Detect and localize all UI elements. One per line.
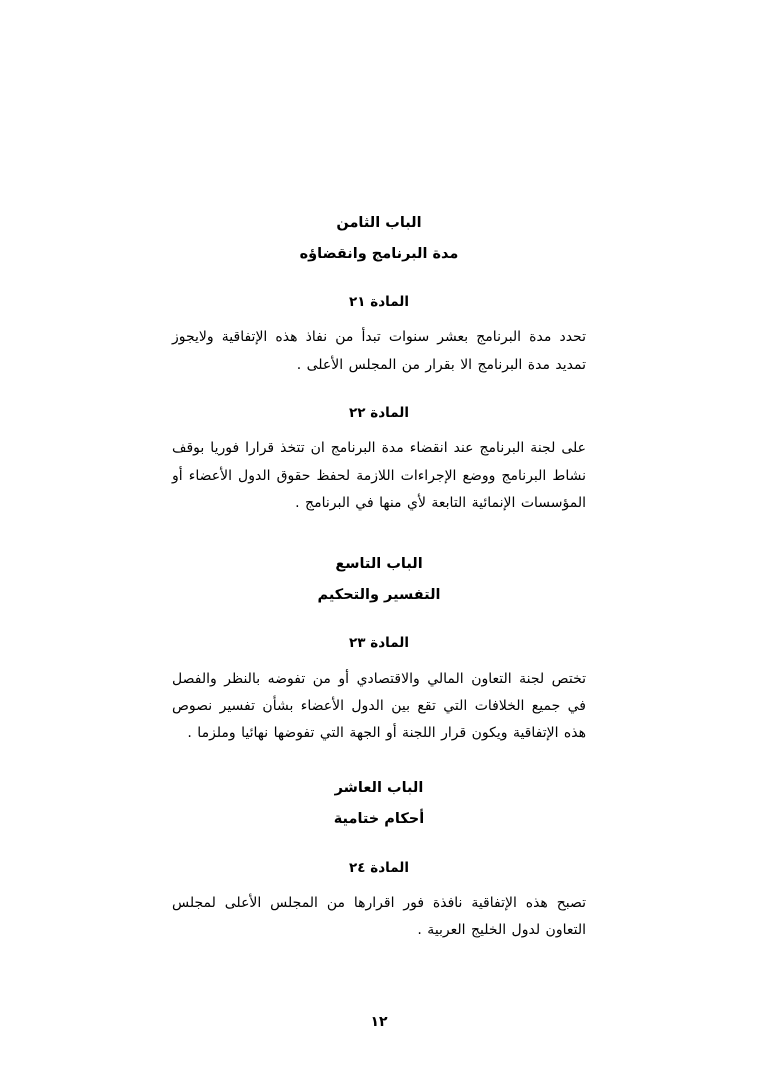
section-subheading-10: أحكام ختامية	[333, 811, 425, 827]
section-heading-10: الباب العاشر	[334, 780, 424, 797]
page-number: ١٢	[370, 1014, 388, 1030]
article-text-22: على لجنة البرنامج عند انقضاء مدة البرنامج ان تتخذ قرارا فوريا بوقف نشاط البرنامج ووضع الإجراءات اللازمة لحفظ حقوق الدول الأعضاء أو المؤسسات الإنمائية التابعة لأي منها في البرنامج .	[172, 440, 586, 511]
article-heading-24: المادة ٢٤	[349, 859, 409, 876]
section-subheading-8: مدة البرنامج وانقضاؤه	[299, 245, 459, 262]
article-text-24: تصبح هذه الإتفاقية نافذة فور اقرارها من المجلس الأعلى لمجلس التعاون لدول الخليج العربية .	[172, 894, 586, 939]
section-heading-8: الباب الثامن	[336, 215, 422, 231]
article-text-21: تحدد مدة البرنامج بعشر سنوات تبدأ من نفاذ هذه الإتفاقية ولايجوز تمديد مدة البرنامج الا بقرار من المجلس الأعلى .	[172, 329, 586, 373]
section-subheading-9: التفسير والتحكيم	[317, 586, 441, 603]
article-heading-22: المادة ٢٢	[349, 404, 409, 421]
article-heading-23: المادة ٢٣	[349, 635, 409, 652]
section-heading-9: الباب التاسع	[335, 556, 423, 573]
article-heading-21: المادة ٢١	[349, 294, 409, 311]
document-body	[172, 210, 586, 944]
article-text-23: تختص لجنة التعاون المالي والاقتصادي أو من تفوضه بالنظر والفصل في جميع الخلافات التي تقع بين الدول الأعضاء بشأن تفسير نصوص هذه الإتفاقية ويكون قرار اللجنة أو الجهة التي تفوضها نهائيا وملزما .	[172, 670, 586, 742]
